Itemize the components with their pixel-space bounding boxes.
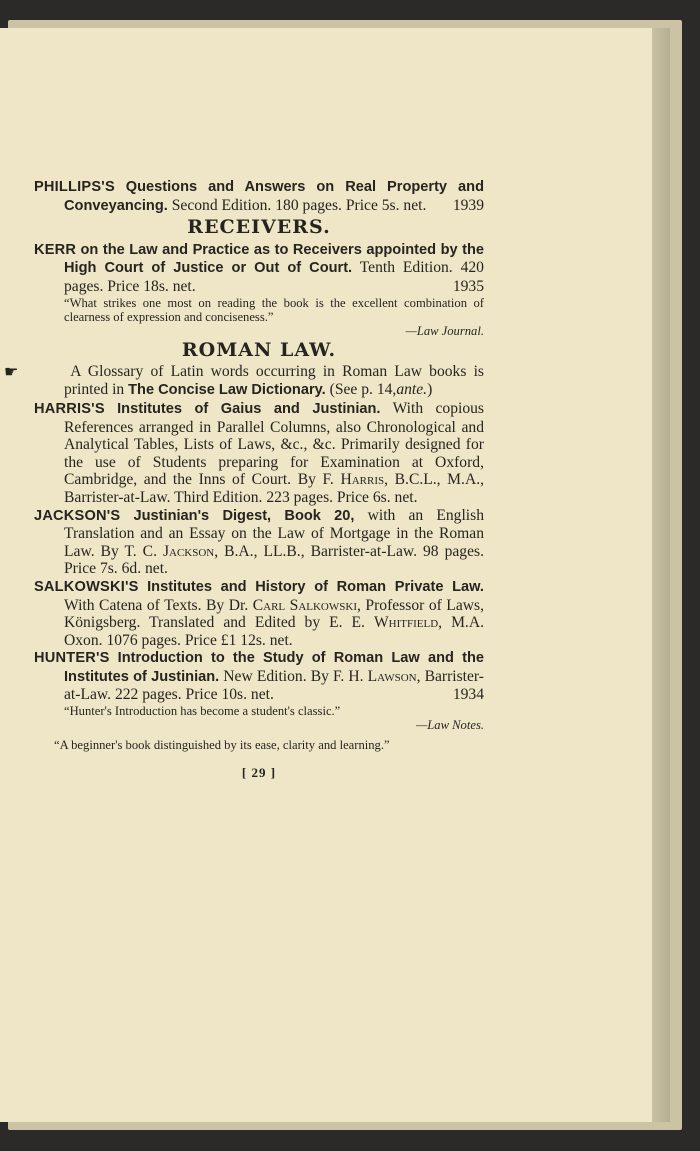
entry-title: Institutes and History of Roman Private Law.	[147, 578, 484, 595]
entry-title: Questions and Answers on Real Property and Conveyancing.	[64, 179, 484, 214]
entry-author: HUNTER'S	[34, 650, 110, 667]
glossary-dictionary: The Concise Law Dictionary.	[128, 382, 326, 399]
entry-details: With Catena of Texts. By Dr.	[64, 596, 249, 614]
glossary-text: A Glossary of Latin words occurring in Roman Law books is printed in	[64, 363, 484, 399]
entry-author: SALKOWSKI'S	[34, 578, 139, 595]
glossary-ref-close: )	[427, 381, 433, 399]
pointing-hand-icon: ☛	[4, 363, 19, 381]
entry-details: Tenth Edition. 420 pages. Price 18s. net.	[64, 259, 484, 295]
entry-jackson	[34, 507, 484, 578]
entry-title: Justinian's Digest, Book 20,	[133, 507, 355, 524]
entry-year: 1935	[452, 277, 484, 295]
page-content	[4, 178, 484, 782]
entry-author-name: Lawson,	[367, 667, 421, 685]
entry-title: on the Law and Practice as to Receivers appointed by the High Court of Justice or Out of Court.	[64, 241, 484, 277]
entry-hunter	[34, 649, 484, 704]
section-heading-roman-law: ROMAN LAW.	[181, 338, 337, 361]
entry-author: JACKSON'S	[34, 507, 121, 524]
entry-details-2: B.A., LL.B., Barrister-at-Law. 98 pages. Price 7s. 6d. net.	[64, 542, 484, 578]
entry-author-name: Jackson,	[162, 542, 219, 560]
review-source: —Law Notes.	[416, 718, 484, 733]
entry-kerr	[34, 241, 484, 296]
entry-details-2: B.C.L., M.A., Barrister-at-Law. Third Edition. 223 pages. Price 6s. net.	[64, 471, 484, 506]
entry-details: with an English Translation and an Essay on the Law of Mortgage in the Roman Law. By T. C.	[64, 506, 484, 560]
entry-year: 1939	[452, 196, 484, 214]
glossary-ref: (See p. 14,	[329, 381, 397, 399]
review-quote: “Hunter's Introduction has become a student's classic.”	[64, 704, 341, 719]
entry-year: 1934	[452, 686, 484, 704]
entry-details: With copious References arranged in Parallel Columns, also Chronological and Analytical Tables, Lists of Laws, &c., &c. Primarily designed for the use of Students preparing for Examination at Oxford, Cambridge, and the Inns of Court. By F.	[64, 399, 484, 489]
entry-title: Introduction to the Study of Roman Law and the Institutes of Justinian.	[64, 650, 484, 685]
entry-glossary	[4, 363, 484, 400]
entry-details: Second Edition. 180 pages. Price 5s. net.	[171, 196, 427, 214]
entry-title: Institutes of Gaius and Justinian.	[117, 400, 381, 417]
glossary-ref-ante: ante.	[396, 381, 428, 399]
entry-salkowski	[34, 578, 484, 649]
review-quote: “What strikes one most on reading the book is the excellent combination of clearness of expression and conciseness.”	[64, 295, 484, 324]
entry-phillips	[34, 178, 484, 215]
entry-details-3: M.A. Oxon. 1076 pages. Price £1 12s. net.	[64, 614, 484, 649]
page-number: [ 29 ]	[241, 765, 277, 781]
entry-harris	[34, 400, 484, 507]
entry-details: New Edition. By F. H.	[223, 667, 364, 685]
entry-author-name: Harris,	[340, 471, 389, 489]
entry-author-name: Carl Salkowski,	[252, 596, 361, 614]
review-source: —Law Journal.	[405, 323, 484, 338]
entry-author: PHILLIPS'S	[34, 179, 115, 195]
entry-details-2: Barrister-at-Law. 222 pages. Price 10s. net.	[64, 667, 484, 704]
review-quote-2: “A beginner's book distinguished by its ease, clarity and learning.”	[54, 738, 390, 753]
entry-author: HARRIS'S	[34, 400, 105, 417]
section-heading-receivers: RECEIVERS.	[187, 216, 331, 239]
entry-author: KERR	[34, 241, 77, 258]
page-binding-edge	[652, 28, 670, 1122]
entry-details-2: Professor of Laws, Königsberg. Translated and Edited by E. E.	[64, 596, 484, 632]
entry-editor-name: Whitfield,	[373, 614, 443, 632]
